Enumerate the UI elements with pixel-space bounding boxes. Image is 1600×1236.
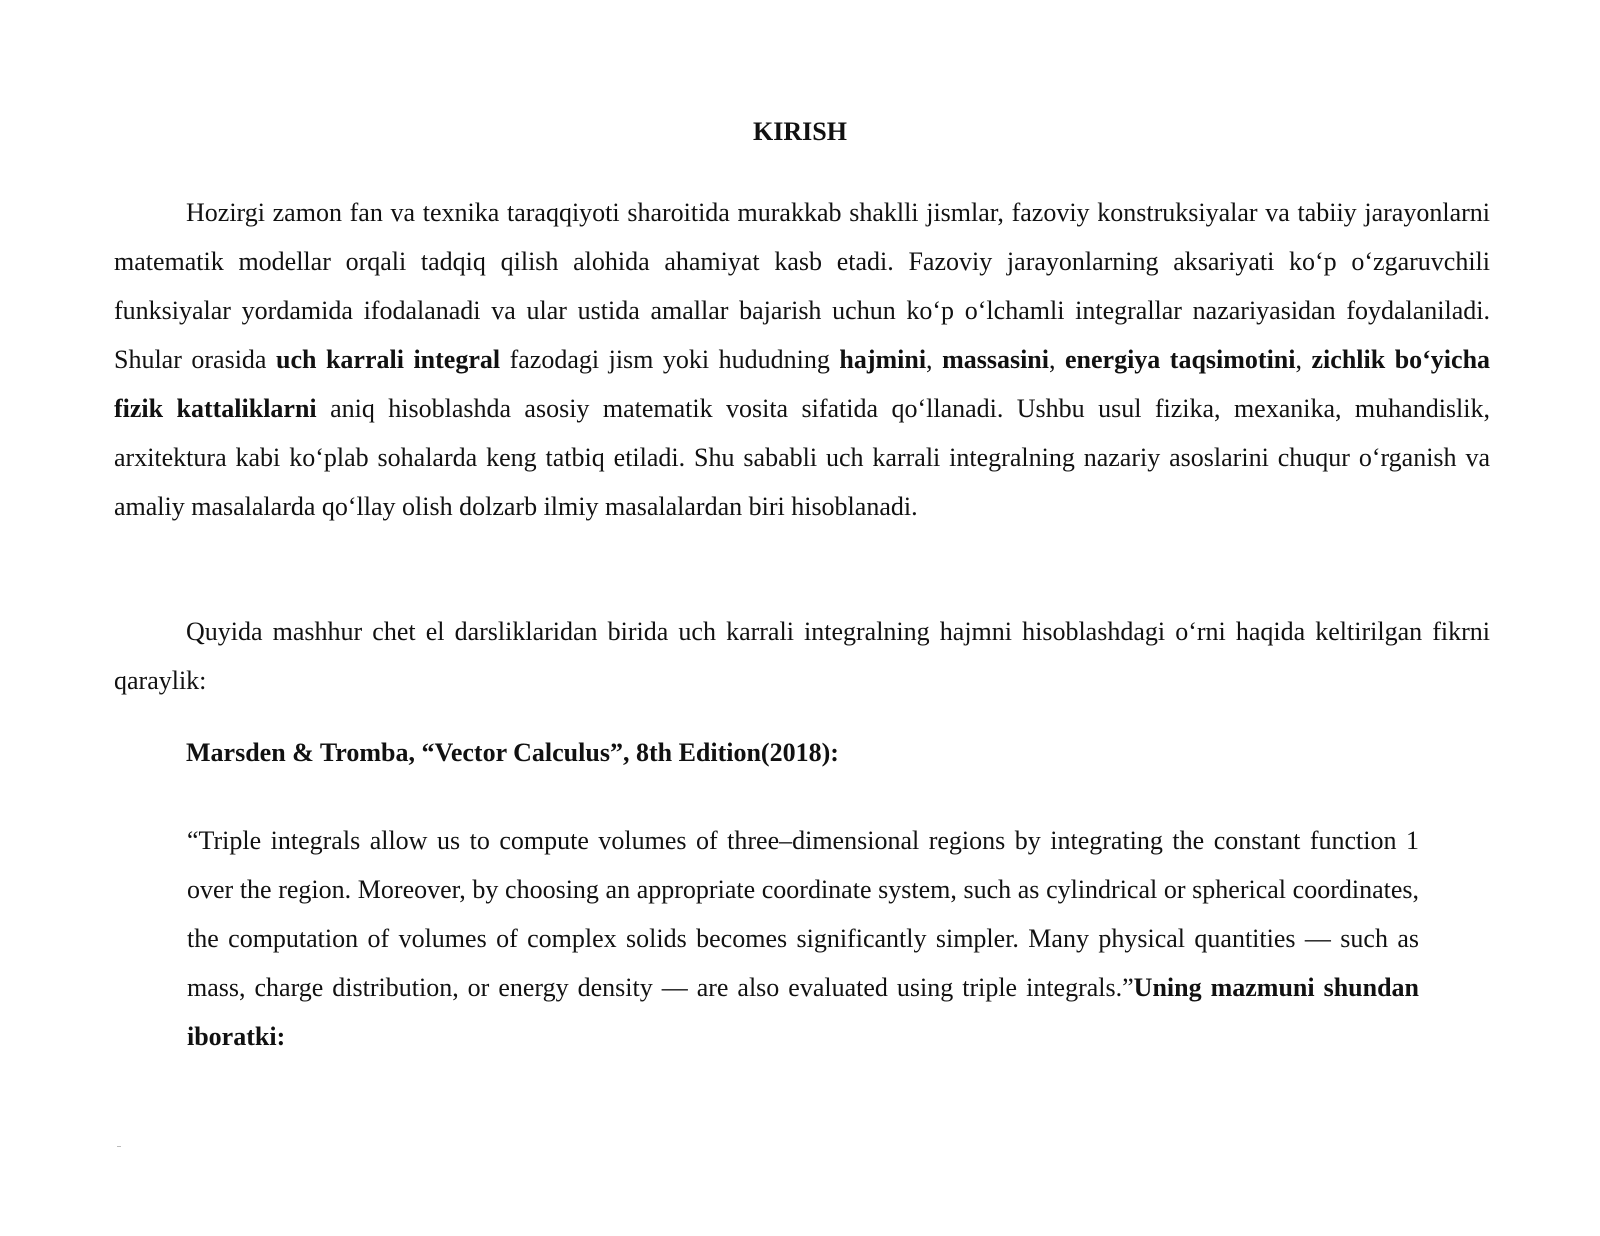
intro-text-1: Hozirgi zamon fan va texnika taraqqiyoti sharoitida murakkab shaklli jismlar, fazoviy konstruksiyalar va tabiiy jarayonlarni matematik modellar orqali tadqiq qilish alohida ahamiyat kasb etadi. Fazoviy jarayonlarning aksariyati koʻp oʻzgaruvchili funksiyalar yordamida ifodalanadi va ular ustida amallar bajarish uchun koʻp oʻlchamli integrallar nazariyasidan foydalaniladi. Shular orasida	[114, 198, 1490, 374]
section-heading: KIRISH	[753, 117, 847, 146]
quoted-passage	[187, 816, 1419, 1061]
term-triple-integral: uch karrali integral	[275, 345, 501, 374]
intro-text-4: ,	[1048, 345, 1065, 374]
term-mass: massasini	[942, 345, 1049, 374]
intro-text-6: aniq hisoblashda asosiy matematik vosita sifatida qoʻllanadi. Ushbu usul fizika, mexanika, muhandislik, arxitektura kabi koʻplab sohalarda keng tatbiq etiladi. Shu sababli uch karrali integralning nazariy asoslarini chuqur oʻrganish va amaliy masalalarda qoʻllay olish dolzarb ilmiy masalalardan biri hisoblanadi.	[114, 394, 1490, 521]
citation-source: Marsden & Tromba, “Vector Calculus”, 8th Edition(2018):	[186, 738, 839, 767]
term-energy-distribution: energiya taqsimotini	[1065, 345, 1296, 374]
quote-text: “Triple integrals allow us to compute volumes of three–dimensional regions by integrating the constant function 1 over the region. Moreover, by choosing an appropriate coordinate system, such as cylindrical or spherical coordinates, the computation of volumes of complex solids becomes significantly simpler. Many physical quantities — such as mass, charge distribution, or energy density — are also evaluated using triple integrals.”	[187, 826, 1419, 1002]
intro-paragraph	[114, 188, 1490, 531]
intro-text-3: ,	[926, 345, 943, 374]
intro-text-2: fazodagi jism yoki hududning	[500, 345, 840, 374]
intro-text-5: ,	[1295, 345, 1312, 374]
page-mark	[117, 1146, 121, 1147]
term-volume: hajmini	[839, 345, 927, 374]
term-physical-quantities: zichlik boʻyicha fizik kattaliklarni	[114, 345, 1491, 423]
quote-followup: Uning mazmuni shundan iboratki:	[187, 973, 1419, 1051]
lead-in-paragraph: Quyida mashhur chet el darsliklaridan birida uch karrali integralning hajmni hisoblashdagi oʻrni haqida keltirilgan fikrni qaraylik:	[114, 617, 1490, 695]
